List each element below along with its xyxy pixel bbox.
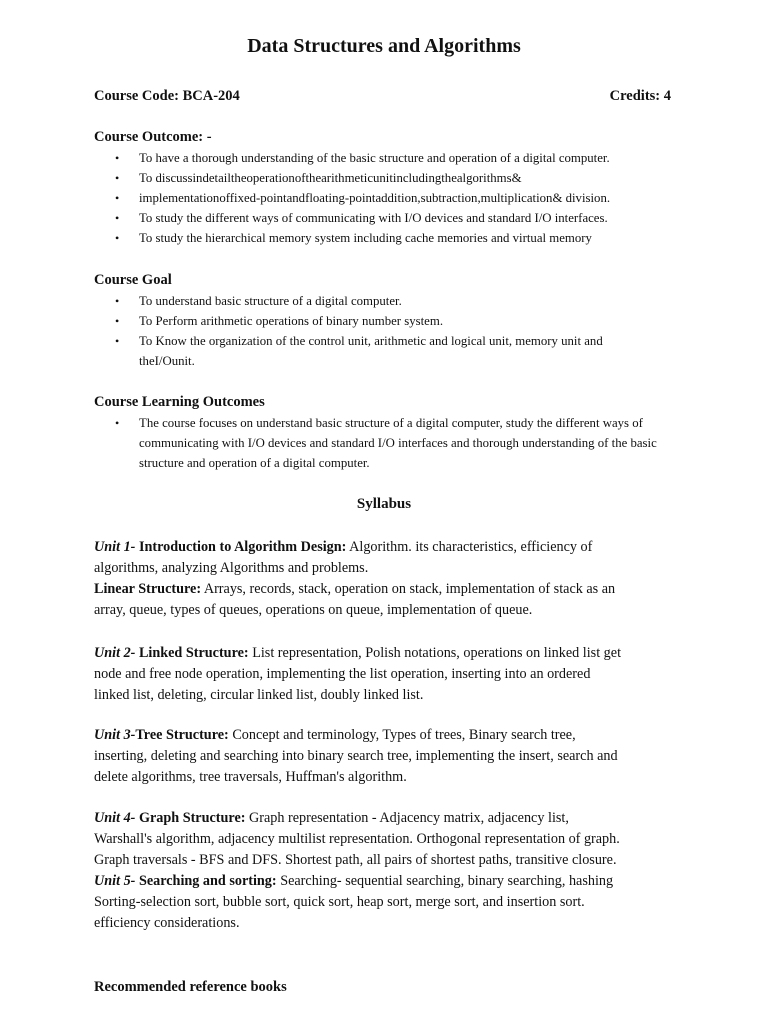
list-item-text: To study the hierarchical memory system including cache memories and virtual memory [139,231,592,245]
unit-4-label: Unit 4- [94,810,136,826]
list-item-text: To have a thorough understanding of the basic structure and operation of a digital computer. [139,151,610,165]
unit-5-line-3: efficiency considerations. [94,915,240,931]
list-item [94,208,674,228]
list-item [94,413,669,473]
unit-2-line-1 [94,643,684,664]
unit-5-heading: Searching and sorting: [135,873,277,889]
unit-3-block [94,725,684,788]
unit-4-line-1 [94,808,684,829]
unit-4-line-2: Warshall's algorithm, adjacency multilist representation. Orthogonal representation of graph. [94,831,620,847]
learning-outcomes-heading: Course Learning Outcomes [94,394,265,410]
unit-3-text: Concept and terminology, Types of trees, Binary search tree, [228,727,576,743]
unit-5-label: Unit 5- [94,873,136,889]
list-item-text: To Perform arithmetic operations of binary number system. [139,314,444,328]
list-item-text: implementationoffixed-pointandfloating-pointaddition,subtraction,multiplication& division. [139,191,611,205]
bullet-icon: • [115,231,120,245]
unit-2-line-2: node and free node operation, implementing the list operation, inserting into an ordered [94,666,591,682]
unit-2-line-3: linked list, deleting, circular linked list, doubly linked list. [94,687,424,703]
bullet-icon: • [115,314,120,328]
course-info-row [94,86,671,106]
bullet-icon: • [115,294,120,308]
learning-outcomes-list [94,413,674,473]
unit-1-label: Unit 1- [94,539,136,555]
list-item [94,188,674,208]
unit-3-line-3: delete algorithms, tree traversals, Huffman's algorithm. [94,769,407,785]
unit-1-line-2: algorithms, analyzing Algorithms and problems. [94,560,369,576]
bullet-icon: • [115,211,120,225]
unit-4-line-3: Graph traversals - BFS and DFS. Shortest path, all pairs of shortest paths, transitive closure. [94,852,617,868]
course-credits: Credits: 4 [609,88,671,104]
bullet-icon: • [115,191,120,205]
unit-2-text: List representation, Polish notations, operations on linked list get [248,645,622,661]
unit-5-text: Searching- sequential searching, binary searching, hashing [276,873,614,889]
list-item [94,228,674,248]
bullet-icon: • [115,334,120,348]
list-item [94,331,659,371]
unit-5-line-1 [94,871,684,892]
unit-3-label: Unit 3- [94,727,136,743]
unit-2-block [94,643,684,706]
unit-2-heading: Linked Structure: [135,645,249,661]
course-goal-heading: Course Goal [94,272,172,288]
list-item [94,311,674,331]
unit-4-text: Graph representation - Adjacency matrix, adjacency list, [245,810,569,826]
unit-1-line-3 [94,579,684,600]
list-item-text: The course focuses on understand basic structure of a digital computer, study the different ways of communicating with I/O devices and standard I/O interfaces and thorough understanding of the basic structure and operation of a digital computer. [139,416,657,470]
unit-4-heading: Graph Structure: [135,810,246,826]
list-item [94,291,674,311]
linear-structure-heading: Linear Structure: [94,581,202,597]
bullet-icon: • [115,151,120,165]
bullet-icon: • [115,416,120,430]
list-item [94,148,674,168]
unit-1-heading: Introduction to Algorithm Design: [135,539,347,555]
unit-3-line-2: inserting, deleting and searching into binary search tree, implementing the insert, search and [94,748,618,764]
bullet-icon: • [115,171,120,185]
unit-1-block [94,537,684,621]
list-item-text: To Know the organization of the control unit, arithmetic and logical unit, memory unit and theI/Ounit. [139,334,603,368]
unit-1-line-1 [94,537,684,558]
list-item-text: To understand basic structure of a digital computer. [139,294,402,308]
course-outcome-list [94,148,674,248]
unit-4-5-block [94,808,684,934]
list-item-text: To discussindetailtheoperationofthearithmeticunitincludingthealgorithms& [139,171,522,185]
unit-1-line-4: array, queue, types of queues, operations on queue, implementation of queue. [94,602,533,618]
unit-5-line-2: Sorting-selection sort, bubble sort, quick sort, heap sort, merge sort, and insertion sort. [94,894,585,910]
syllabus-heading: Syllabus [356,496,412,512]
unit-3-heading: Tree Structure: [135,727,229,743]
list-item [94,168,674,188]
references-heading: Recommended reference books [94,979,287,995]
course-code: Course Code: BCA-204 [94,88,240,104]
unit-2-label: Unit 2- [94,645,136,661]
course-outcome-heading: Course Outcome: - [94,129,212,145]
linear-structure-text: Arrays, records, stack, operation on stack, implementation of stack as an [201,581,616,597]
unit-3-line-1 [94,725,684,746]
document-title: Data Structures and Algorithms [247,35,521,57]
unit-1-text: Algorithm. its characteristics, efficiency of [346,539,593,555]
course-goal-list [94,291,674,371]
list-item-text: To study the different ways of communicating with I/O devices and standard I/O interfaces. [139,211,608,225]
